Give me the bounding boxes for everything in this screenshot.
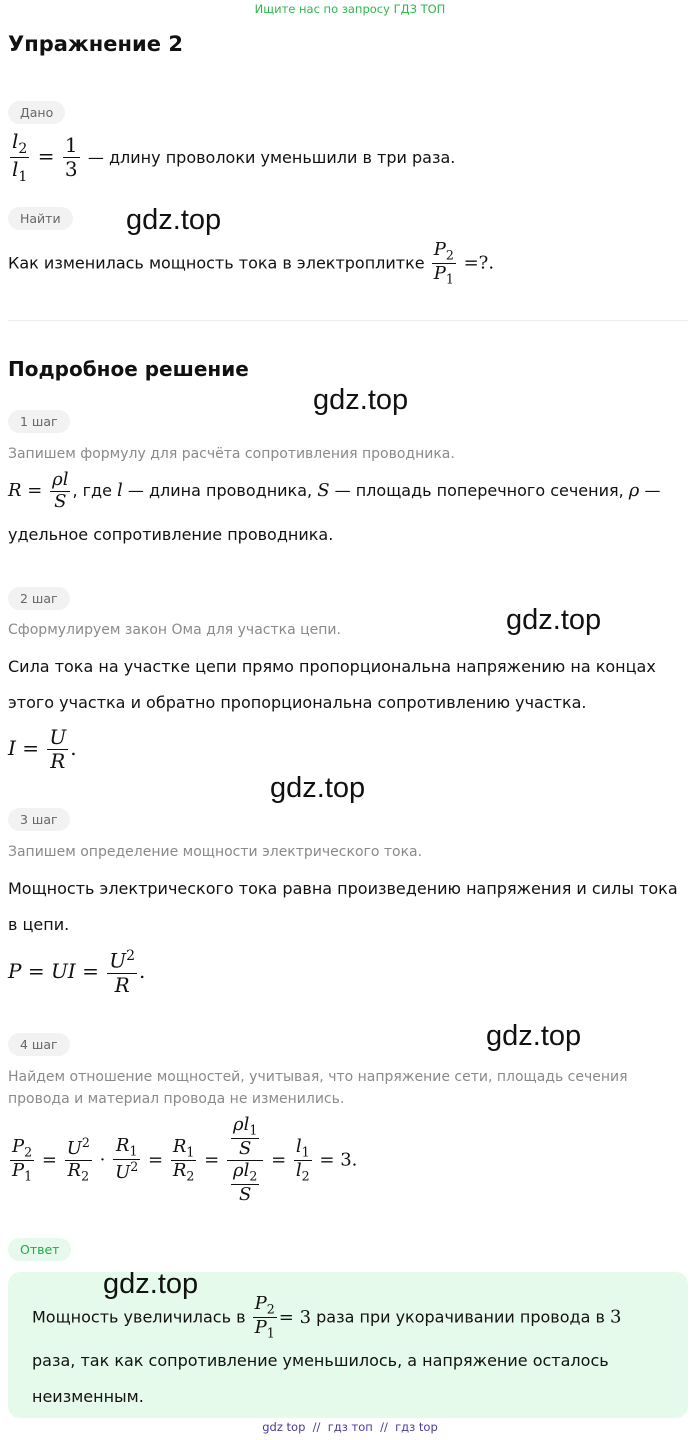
find-text: Как изменилась мощность тока в электроплитке <box>8 253 425 273</box>
find-label: Найти <box>8 207 73 230</box>
watermark: gdz.top <box>270 772 366 804</box>
step4-tag <box>8 1033 70 1056</box>
step3-line1: Мощность электрического тока равна произведению напряжения и силы тока <box>8 879 678 898</box>
step3-tag <box>8 808 70 831</box>
given-label: Дано <box>8 101 65 124</box>
power-formula: P = UI = $\frac{U^2}{R}$ . <box>8 948 146 997</box>
resistance-formula: R = $\frac{\rho l}{S}$ <box>8 469 69 512</box>
step1-label: 1 шаг <box>8 410 70 433</box>
symbol-s: S <box>317 480 330 502</box>
find-tag <box>8 207 73 230</box>
find-formula: $\frac{P_2}{P_1}$ <box>433 239 454 287</box>
step3-hint: Запишем определение мощности электрического тока. <box>8 844 423 860</box>
step1-text2: — длина проводника, <box>122 481 318 501</box>
step1-text1: , где <box>72 481 118 501</box>
power-ratio-formula: $\frac{P_2}{P_1}$ = $\frac{U^2}{R_2}$ · $\frac{R_1}{U^2}$ = $\frac{R_1}{R_2}$ = $\frac{\frac{\rho l_1}{S}}{\frac{\rho l_2}{S}}$ = $\frac{l_1}{l_2}$ = 3. <box>12 1114 358 1205</box>
watermark: gdz.top <box>126 204 222 236</box>
watermark: gdz.top <box>486 1020 582 1052</box>
watermark: gdz.top <box>103 1268 199 1300</box>
answer-formula: $\frac{P_2}{P_1}$ = 3 <box>254 1293 312 1341</box>
answer-text1: Мощность увеличилась в <box>32 1307 251 1327</box>
footer-links[interactable]: gdz top // гдз топ // гдз top <box>262 1420 438 1434</box>
step1-formula-line <box>8 470 660 512</box>
section-divider <box>8 320 688 321</box>
step3-line2: в цепи. <box>8 915 70 934</box>
solution-title: Подробное решение <box>8 357 249 381</box>
find-statement <box>8 240 494 287</box>
answer-line1 <box>32 1294 621 1341</box>
step4-hint1: Найдем отношение мощностей, учитывая, что напряжение сети, площадь сечения <box>8 1069 628 1085</box>
step2-line2: этого участка и обратно пропорциональна сопротивлению участка. <box>8 693 587 712</box>
answer-line3: неизменным. <box>32 1387 144 1406</box>
find-tail: =?. <box>463 252 495 274</box>
promo-text[interactable]: Ищите нас по запросу ГДЗ ТОП <box>254 2 446 16</box>
exercise-title: Упражнение 2 <box>8 32 183 56</box>
watermark: gdz.top <box>313 384 409 416</box>
symbol-l: l <box>117 480 123 502</box>
step4-hint2: провода и материал провода не изменились. <box>8 1091 345 1107</box>
ohm-law-formula: I = $\frac{U}{R}$ . <box>8 725 77 773</box>
step1-text3: — площадь поперечного сечения, <box>329 481 629 501</box>
step1-text4: — <box>639 481 661 501</box>
answer-tag <box>8 1238 71 1261</box>
symbol-rho: ρ <box>628 480 640 502</box>
step1-hint: Запишем формулу для расчёта сопротивления проводника. <box>8 446 455 462</box>
step2-tag <box>8 587 70 610</box>
given-text: — длину проволоки уменьшили в три раза. <box>87 148 456 168</box>
step2-hint: Сформулируем закон Ома для участка цепи. <box>8 622 341 638</box>
step1-tag <box>8 410 70 433</box>
answer-text2: раза при укорачивании провода в <box>311 1307 610 1327</box>
given-tag <box>8 101 65 124</box>
answer-label: Ответ <box>8 1238 71 1261</box>
step2-line1: Сила тока на участке цепи прямо пропорциональна напряжению на концах <box>8 657 656 676</box>
step3-label: 3 шаг <box>8 808 70 831</box>
step1-text5: удельное сопротивление проводника. <box>8 525 334 544</box>
step4-label: 4 шаг <box>8 1033 70 1056</box>
answer-number: 3 <box>609 1306 622 1328</box>
step2-label: 2 шаг <box>8 587 70 610</box>
given-statement <box>8 130 455 185</box>
answer-line2: раза, так как сопротивление уменьшилось, а напряжение осталось <box>32 1351 609 1370</box>
given-formula: $\frac{l_2}{l_1}$ = $\frac{1}{3}$ <box>12 129 78 186</box>
watermark: gdz.top <box>506 604 602 636</box>
